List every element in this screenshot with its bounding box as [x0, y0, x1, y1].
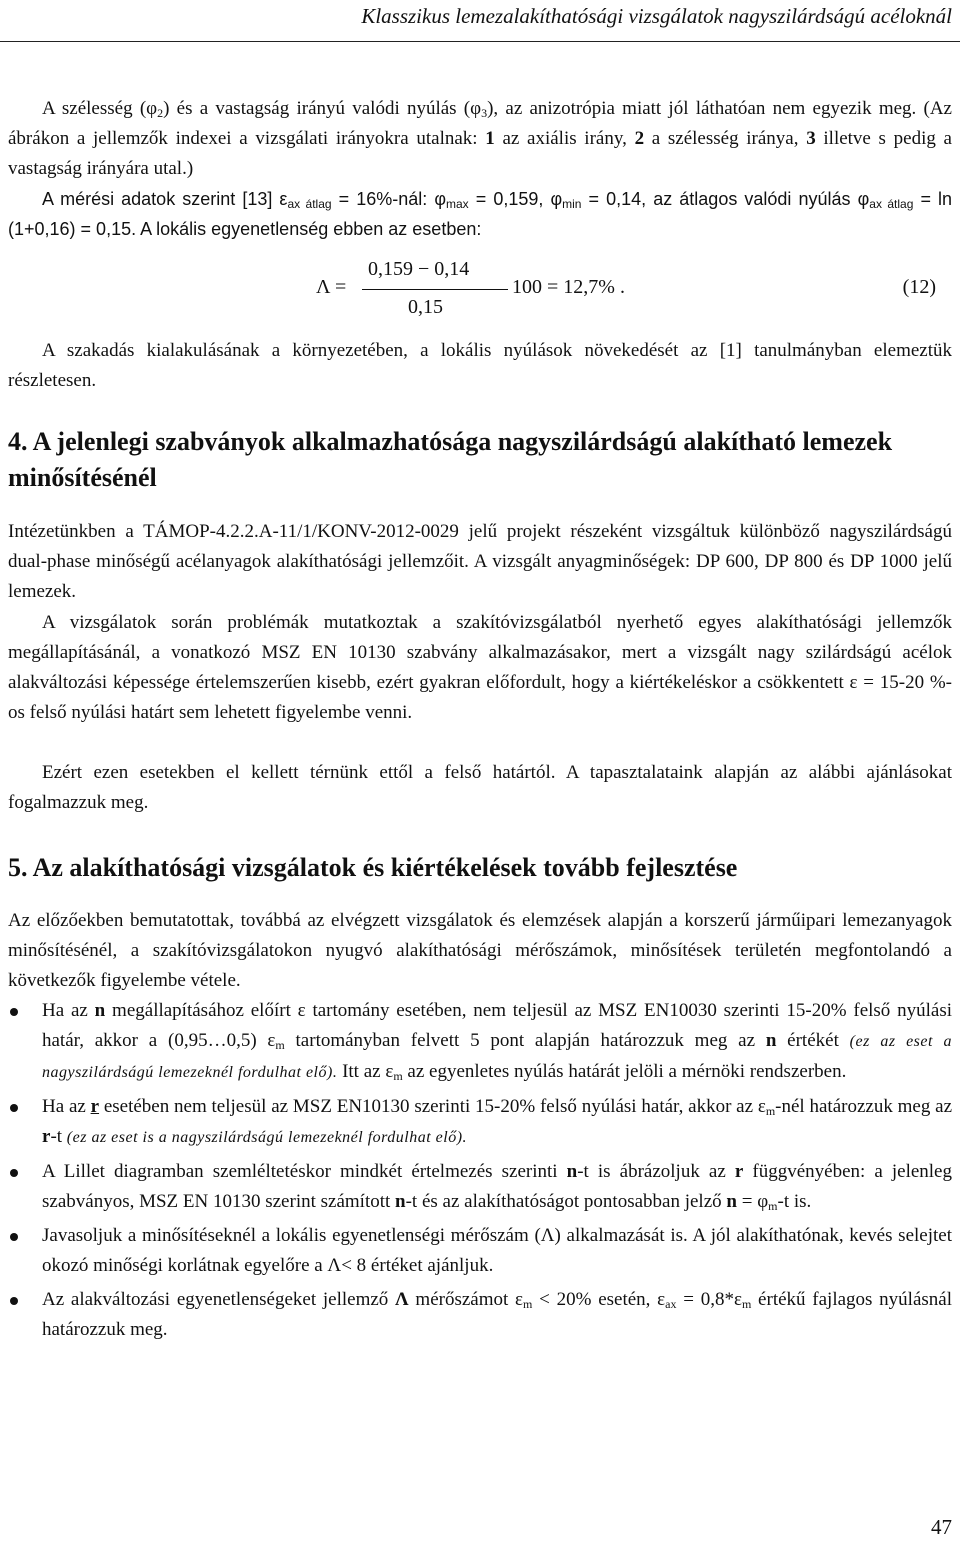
equation-denominator: 0,15	[408, 296, 443, 318]
fraction-bar	[362, 289, 508, 290]
list-item: Az alakváltozási egyenetlenségeket jellemző Λ mérőszámot $\varepsilon_m < 20\%$ esetén, $\varepsilon_{ax} = 0,8*\varepsilon_m$ értékű fajlagos nyúlásnál határozzuk meg.	[0, 1285, 952, 1345]
list-item: Ha az r esetében nem teljesül az MSZ EN10130 szerinti 15-20% felső nyúlási határ, akkor az $\varepsilon_m$-nél határozzuk meg az r-t (ez az eset is a nagyszilárdságú lemezeknél fordulhat elő).	[0, 1092, 952, 1153]
equation-rhs: 100 = 12,7% .	[512, 276, 625, 298]
equation-numerator: 0,159 − 0,14	[368, 258, 470, 280]
bullet-icon	[10, 1169, 18, 1177]
list-item: Javasoljuk a minősítéseknél a lokális egyenetlenségi mérőszám (Λ) alkalmazását is. A jól alakíthatónak, kevés selejtet okozó minőségi korlátnak egyelőre a Λ< 8 értéket ajánljuk.	[0, 1221, 952, 1281]
bullet-icon	[10, 1104, 18, 1112]
section-heading-4: 4. A jelenlegi szabványok alkalmazhatósága nagyszilárdságú alakítható lemezek minősítésénél	[8, 427, 893, 492]
paragraph-project: Intézetünkben a TÁMOP-4.2.2.A-11/1/KONV-2012-0029 jelű projekt részeként vizsgáltuk különböző nagyszilárdságú dual-phase minőségű acélanyagok alakíthatósági jellemzőit. A vizsgált anyagminőségek: DP 600, DP 800 és DP 1000 jelű lemezek.	[8, 521, 952, 602]
running-header: Klasszikus lemezalakíthatósági vizsgálatok nagyszilárdságú acéloknál	[361, 4, 952, 28]
page-number: 47	[931, 1515, 952, 1539]
recommendation-list	[0, 996, 952, 1349]
bullet-icon	[10, 1297, 18, 1305]
equation-12	[316, 258, 936, 324]
bullet-icon	[10, 1008, 18, 1016]
equation-lhs: Λ =	[316, 276, 347, 298]
header-divider	[0, 41, 960, 42]
list-item: A Lillet diagramban szemléltetéskor mindkét értelmezés szerinti n-t is ábrázoljuk az r függvényében: a jelenleg szabványos, MSZ EN 10130 szerint számított n-t és az alakíthatóságot pontosabban jelző $n = \varphi_m-t$ is.	[0, 1157, 952, 1217]
paragraph-localization: A szakadás kialakulásának a környezetében, a lokális nyúlások növekedését az [1] tanulmányban elemeztük részletesen.	[8, 340, 952, 391]
paragraph-recommendations-intro: Ezért ezen esetekben el kellett térnünk ettől a felső határtól. A tapasztalataink alapján az alábbi ajánlásokat fogalmazzuk meg.	[8, 762, 952, 813]
list-item: Ha az n megállapításához előírt ε tartomány esetében, nem teljesül az MSZ EN10030 szerinti 15-20% felső nyúlási határ, akkor a (0,95…0,5) $\varepsilon_m$ tartományban felvett 5 pont alapján határozzuk meg az n értékét (ez az eset a nagyszilárdságú lemezeknél fordulhat elő). Itt az $\varepsilon_m$ az egyenletes nyúlás határát jelöli a mérnöki rendszerben.	[0, 996, 952, 1088]
equation-number: (12)	[902, 276, 936, 298]
paragraph-strain-anisotropy: A szélesség $(\varphi_2)$ és a vastagság irányú valódi nyúlás $(\varphi_3)$, az anizotrópia miatt jól láthatóan nem egyezik meg. (Az ábrákon a jellemzők indexei a vizsgálati irányokra utalnak: 1 az axiális irány, 2 a szélesség iránya, 3 illetve s pedig a vastagság irányára utal.)	[8, 98, 952, 179]
paragraph-measurement-data: A mérési adatok szerint [13] $\varepsilon_{ax átlag}$ = 16%-nál: $\varphi_{max} = 0,159$, $\varphi_{min} = 0,14$, az átlagos valódi nyúlás $\varphi_{ax átlag} = \ln (1+0,16) = 0,15$. A lokális egyenetlenség ebben az esetben:	[8, 189, 953, 239]
paragraph-problems: A vizsgálatok során problémák mutatkoztak a szakítóvizsgálatból nyerhető egyes alakíthatósági jellemzők megállapításánál, a vonatkozó MSZ EN 10130 szabvány alkalmazásakor, mert a vizsgált nagy szilárdságú acélok alakváltozási képessége értelemszerűen kisebb, ezért gyakran előfordult, hogy a kiértékeléskor a csökkentett ε = 15-20 %-os felső nyúlási határt sem lehetett figyelembe venni.	[8, 612, 952, 723]
section-heading-5: 5. Az alakíthatósági vizsgálatok és kiértékelések tovább fejlesztése	[8, 853, 738, 882]
bullet-icon	[10, 1233, 18, 1241]
paragraph-considerations: Az előzőekben bemutatottak, továbbá az elvégzett vizsgálatok és elemzések alapján a korszerű járműipari lemezanyagok minősítésénél, a szakítóvizsgálatokon nyugvó alakíthatósági mérőszámok, minősítések területén megfontolandó a következők figyelembe vétele.	[8, 910, 952, 991]
